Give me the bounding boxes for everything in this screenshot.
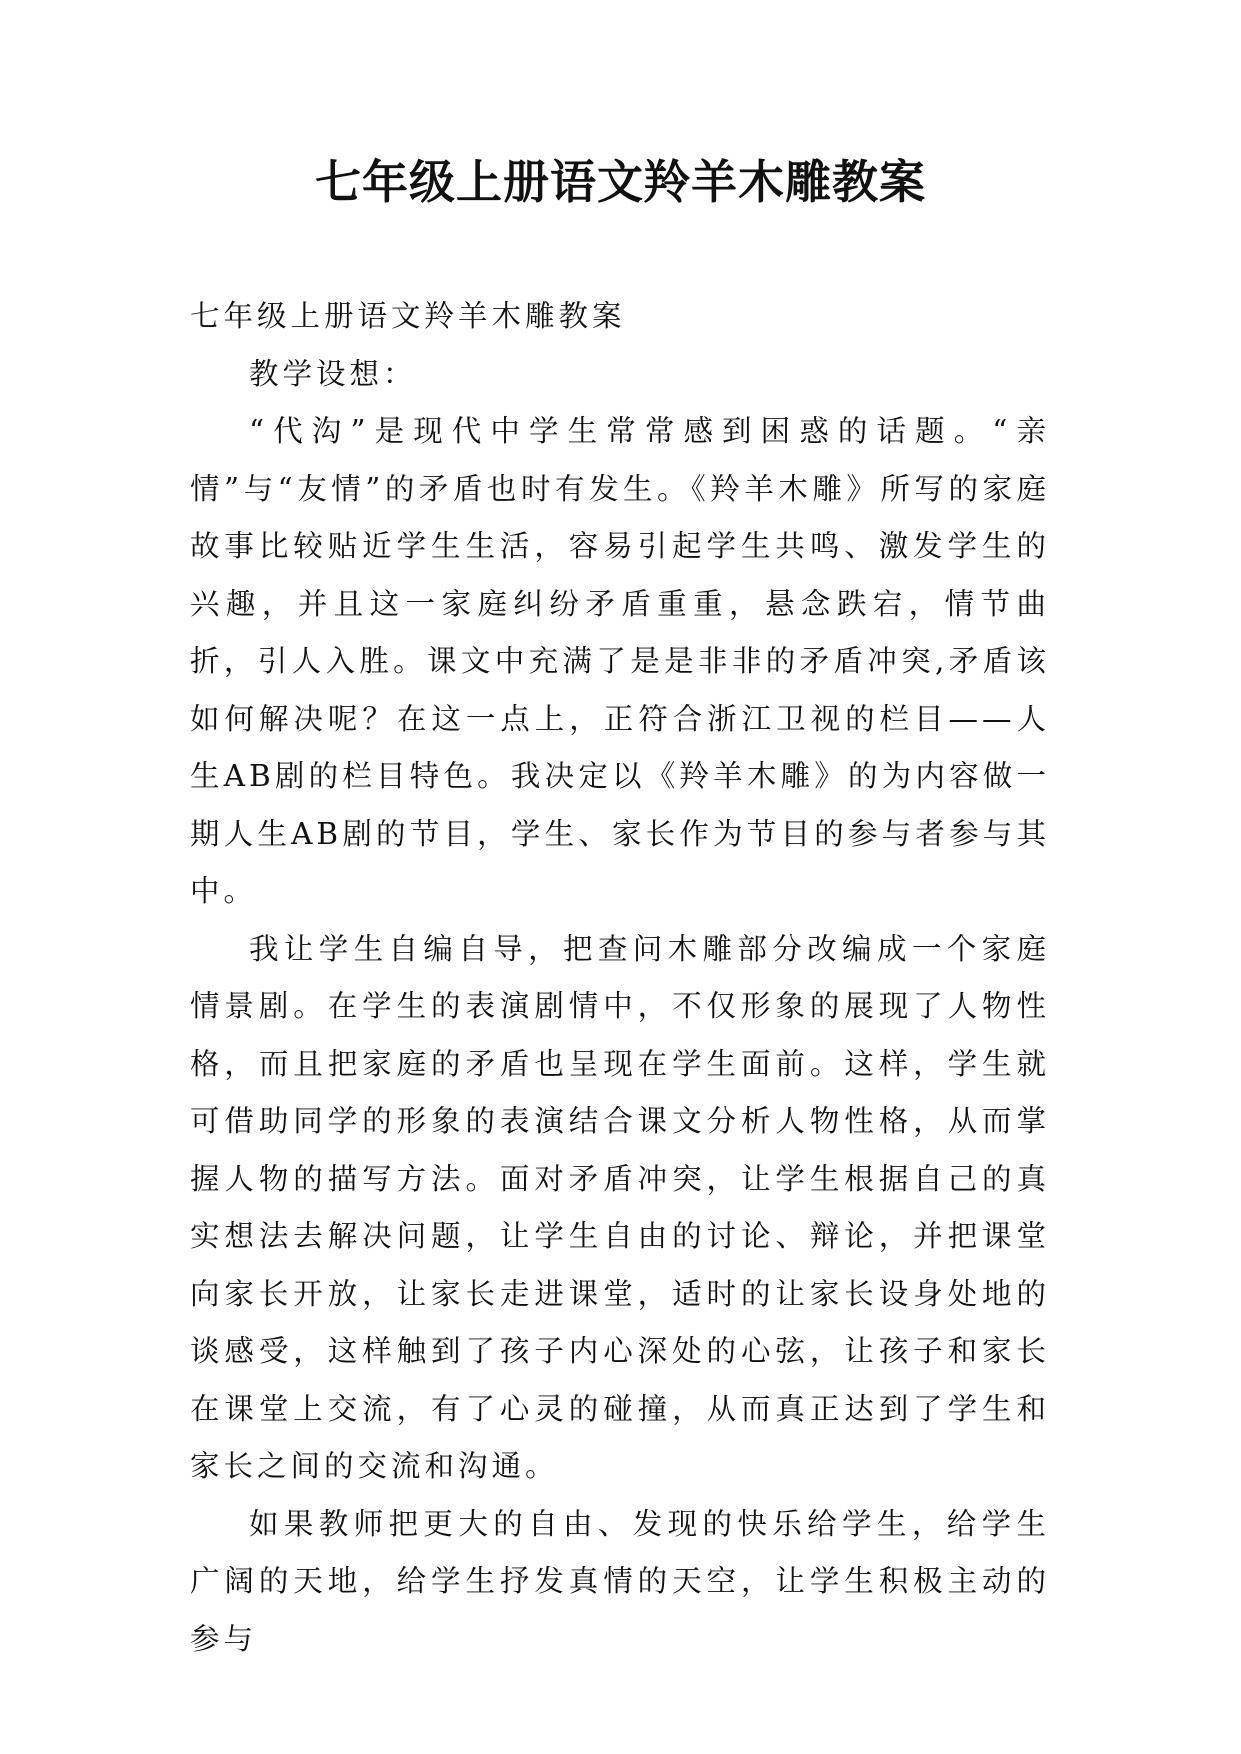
paragraph-2: 我让学生自编自导，把查问木雕部分改编成一个家庭情景剧。在学生的表演剧情中，不仅形象的展现了人物性格，而且把家庭的矛盾也呈现在学生面前。这样，学生就可借助同学的形象的表演结合课文分析人物性格，从而掌握人物的描写方法。面对矛盾冲突，让学生根据自己的真实想法去解决问题，让学生自由的讨论、辩论，并把课堂向家长开放，让家长走进课堂，适时的让家长设身处地的谈感受，这样触到了孩子内心深处的心弦，让孩子和家长在课堂上交流，有了心灵的碰撞，从而真正达到了学生和家长之间的交流和沟通。 (190, 931, 1050, 1483)
document-title: 七年级上册语文羚羊木雕教案 (315, 155, 926, 209)
paragraph-3: 如果教师把更大的自由、发现的快乐给学生，给学生广阔的天地，给学生抒发真情的天空，让学生积极主动的参与 (190, 1506, 1050, 1656)
document-body (190, 288, 1050, 1668)
subtitle-line: 七年级上册语文羚羊木雕教案 (190, 299, 626, 333)
section-heading: 教学设想： (249, 356, 417, 391)
paragraph-1: “代沟”是现代中学生常常感到困惑的话题。“亲情”与“友情”的矛盾也时有发生。《羚羊木雕》所写的家庭故事比较贴近学生生活，容易引起学生共鸣、激发学生的兴趣，并且这一家庭纠纷矛盾重重，悬念跌宕，情节曲折，引人入胜。课文中充满了是是非非的矛盾冲突,矛盾该如何解决呢？在这一点上，正符合浙江卫视的栏目——人生AB剧的栏目特色。我决定以《羚羊木雕》的为内容做一期人生AB剧的节目，学生、家长作为节目的参与者参与其中。 (190, 414, 1050, 908)
